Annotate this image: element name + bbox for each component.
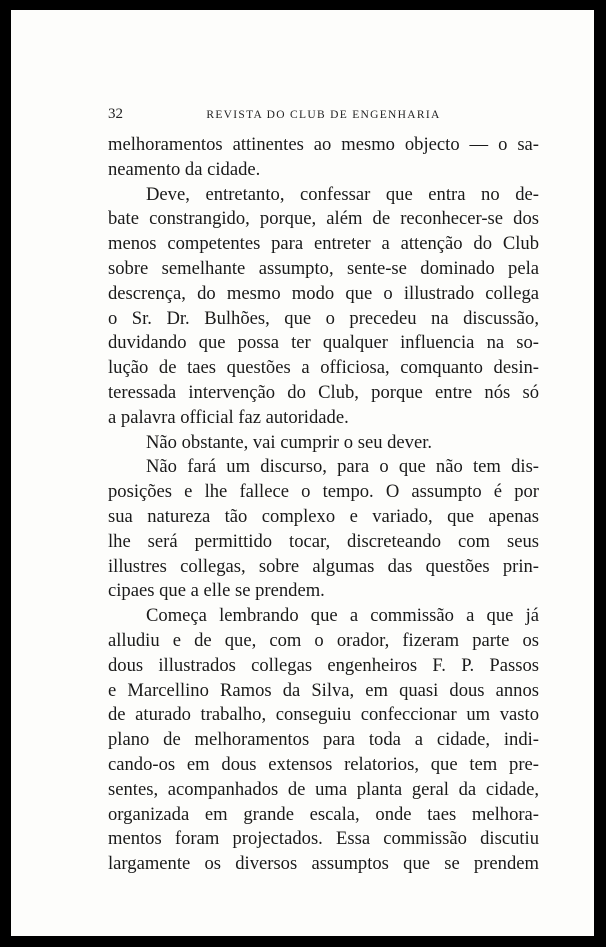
text-line: Deve, entretanto, confessar que entra no de-: [146, 183, 539, 205]
text-line: melhoramentos attinentes ao mesmo objecto — o sa-: [108, 134, 539, 155]
page-number: 32: [108, 106, 123, 122]
text-line: a palavra official faz autoridade.: [108, 406, 349, 428]
text-line: teressada intervenção do Club, porque entre nós só: [108, 381, 539, 403]
text-line: sua natureza tão complexo e variado, que apenas: [108, 505, 539, 527]
text-line: cando-os em dous extensos relatorios, que tem pre-: [108, 753, 539, 775]
text-line: Não obstante, vai cumprir o seu dever.: [146, 431, 433, 453]
text-line: alludiu e de que, com o orador, fizeram parte os: [108, 629, 539, 651]
text-line: o Sr. Dr. Bulhões, que o precedeu na discussão,: [108, 307, 539, 329]
text-line: cipaes que a elle se prendem.: [108, 580, 325, 602]
text-line: plano de melhoramentos para toda a cidade, indi-: [108, 729, 539, 751]
text-line: organizada em grande escala, onde taes melhora-: [108, 803, 539, 825]
page: [11, 10, 594, 936]
body-text: [108, 133, 539, 877]
text-line: posições e lhe fallece o tempo. O assumpto é por: [108, 481, 539, 503]
text-line: dous illustrados collegas engenheiros F. P. Passos: [108, 654, 539, 676]
text-line: neamento da cidade.: [108, 158, 261, 180]
text-line: de aturado trabalho, conseguiu confeccionar um vasto: [108, 704, 539, 726]
text-line: menos competentes para entreter a attenção do Club: [108, 233, 539, 255]
text-line: illustres collegas, sobre algumas das questões prin-: [108, 555, 539, 577]
running-title: REVISTA DO CLUB DE ENGENHARIA: [206, 109, 441, 121]
text-line: Não fará um discurso, para o que não tem dis-: [146, 456, 539, 478]
text-line: descrença, do mesmo modo que o illustrado collega: [108, 282, 539, 304]
text-line: e Marcellino Ramos da Silva, em quasi dous annos: [108, 679, 539, 701]
text-line: largamente os diversos assumptos que se prendem: [108, 853, 539, 875]
text-line: sobre semelhante assumpto, sente-se dominado pela: [108, 257, 539, 279]
text-line: lução de taes questões a officiosa, comquanto desin-: [108, 357, 539, 379]
text-line: lhe será permittido tocar, discreteando com seus: [108, 530, 539, 552]
text-line: bate constrangido, porque, além de reconhecer-se dos: [108, 208, 539, 230]
text-line: Começa lembrando que a commissão a que já: [146, 605, 539, 627]
text-line: mentos foram projectados. Essa commissão discutiu: [108, 828, 539, 850]
text-line: sentes, acompanhados de uma planta geral da cidade,: [108, 778, 539, 800]
running-header: [108, 106, 539, 126]
text-line: duvidando que possa ter qualquer influencia na so-: [108, 332, 539, 354]
